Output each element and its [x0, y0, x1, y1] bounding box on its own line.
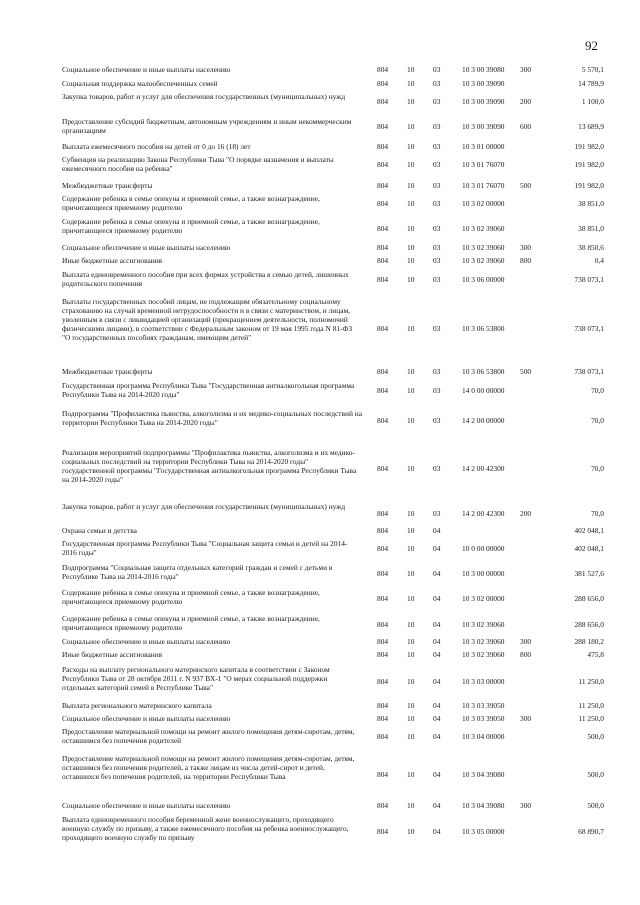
row-code-subsection: 04 — [433, 827, 441, 836]
row-description: Выплаты государственных пособий лицам, не подлежащим обязательному социальному страхованию на случай временной нетрудоспособности и в связи с материнством, и лицам, уволенным в связи с ликвидацией организаций (прекращением деятельности, полномочий физическими лицами), в соответствии с Федеральным законом от 19 мая 1995 года N 81-ФЗ "О государственных пособиях гражданам, имеющим детей" — [62, 297, 353, 342]
row-description: Выплата единовременного пособия беременной жене военнослужащего, проходящего военную службу по призыву, а также ежемесячного пособия на ребенка военнослужащего, проходящего военную службу по призыву — [62, 815, 349, 842]
row-code-ministry: 804 — [377, 801, 389, 810]
row-code-ministry: 804 — [377, 97, 389, 106]
row-code-target: 10 3 02 39060 — [462, 650, 505, 659]
row-description: Межбюджетные трансферты — [62, 181, 153, 190]
row-code-section: 10 — [407, 386, 415, 395]
row-code-expense-type: 300 — [520, 801, 532, 810]
row-amount: 288 180,2 — [574, 637, 604, 646]
row-description: Реализация мероприятий подпрограммы "Профилактика пьянства, алкоголизма и их медико-социальных последствий на территории Республики Тыва на 2014-2020 годы" государственной программы "Государственная антиалкогольная программа Республики Тыва на 2014-2020 годы" — [62, 448, 357, 484]
row-amount: 70,0 — [591, 464, 604, 473]
row-code-target: 10 3 01 76070 — [462, 160, 505, 169]
row-code-section: 10 — [407, 122, 415, 131]
row-code-section: 10 — [407, 594, 415, 603]
row-code-ministry: 804 — [377, 770, 389, 779]
row-description: Подпрограмма "Профилактика пьянства, алкоголизма и их медико-социальных последствий на территории Республики Тыва на 2014-2020 годы" — [62, 409, 363, 427]
row-code-target: 10 3 03 00000 — [462, 677, 505, 686]
row-code-ministry: 804 — [377, 65, 389, 74]
row-code-expense-type: 300 — [520, 65, 532, 74]
row-description: Социальное обеспечение и иные выплаты населению — [62, 65, 231, 74]
row-code-subsection: 03 — [433, 367, 441, 376]
row-code-expense-type: 500 — [520, 181, 532, 190]
row-description: Закупка товаров, работ и услуг для обеспечения государственных (муниципальных) нужд — [62, 92, 346, 101]
row-code-target: 10 3 02 39060 — [462, 256, 505, 265]
row-description: Содержание ребенка в семье опекуна и приемной семье, а также вознаграждение, причитающееся приемному родителю — [62, 588, 320, 606]
row-description: Социальное обеспечение и иные выплаты населению — [62, 714, 231, 723]
row-amount: 402 048,1 — [574, 544, 604, 553]
row-code-target: 14 2 00 00000 — [462, 416, 505, 425]
row-description: Охрана семьи и детства — [62, 526, 137, 535]
row-code-target: 10 3 06 53800 — [462, 324, 505, 333]
row-code-target: 10 3 00 39090 — [462, 79, 505, 88]
row-amount: 738 073,1 — [574, 275, 604, 284]
row-code-expense-type: 500 — [520, 367, 532, 376]
row-code-subsection: 03 — [433, 79, 441, 88]
row-code-subsection: 03 — [433, 181, 441, 190]
row-code-subsection: 04 — [433, 650, 441, 659]
row-code-target: 14 2 00 42300 — [462, 509, 505, 518]
row-code-section: 10 — [407, 637, 415, 646]
row-code-target: 10 3 03 39050 — [462, 701, 505, 710]
row-amount: 191 982,0 — [574, 181, 604, 190]
row-code-subsection: 04 — [433, 677, 441, 686]
row-amount: 738 073,1 — [574, 324, 604, 333]
row-description: Социальное обеспечение и иные выплаты населению — [62, 637, 231, 646]
row-code-ministry: 804 — [377, 324, 389, 333]
row-code-section: 10 — [407, 199, 415, 208]
row-code-ministry: 804 — [377, 256, 389, 265]
row-code-section: 10 — [407, 526, 415, 535]
row-code-subsection: 03 — [433, 142, 441, 151]
row-code-expense-type: 200 — [520, 97, 532, 106]
row-amount: 475,8 — [587, 650, 604, 659]
row-code-ministry: 804 — [377, 386, 389, 395]
row-code-target: 10 3 03 39050 — [462, 714, 505, 723]
row-code-target: 10 3 02 39060 — [462, 243, 505, 252]
row-code-ministry: 804 — [377, 416, 389, 425]
row-code-section: 10 — [407, 416, 415, 425]
row-description: Социальная поддержка малообеспеченных семей — [62, 79, 218, 88]
row-description: Государственная программа Республики Тыва "Социальная защита семьи и детей на 2014-2016 годы" — [62, 539, 348, 557]
row-code-target: 10 3 06 53800 — [462, 367, 505, 376]
row-code-expense-type: 800 — [520, 256, 532, 265]
row-code-subsection: 04 — [433, 732, 441, 741]
row-code-section: 10 — [407, 181, 415, 190]
row-description: Содержание ребенка в семье опекуна и приемной семье, а также вознаграждение, причитающееся приемному родителю — [62, 614, 320, 632]
row-code-section: 10 — [407, 732, 415, 741]
row-code-section: 10 — [407, 701, 415, 710]
row-amount: 191 982,0 — [574, 142, 604, 151]
row-code-subsection: 04 — [433, 594, 441, 603]
row-description: Подпрограмма "Социальная защита отдельных категорий граждан и семей с детьми в Республике Тыва на 2014-2016 годы" — [62, 563, 333, 581]
row-description: Предоставление материальной помощи на ремонт жилого помещения детям-сиротам, детям, оставшимся без попечения родителей — [62, 727, 355, 745]
row-code-target: 10 3 04 39080 — [462, 770, 505, 779]
row-code-ministry: 804 — [377, 650, 389, 659]
row-amount: 38 851,0 — [578, 224, 604, 233]
row-amount: 70,0 — [591, 416, 604, 425]
row-code-target: 10 3 02 39060 — [462, 637, 505, 646]
row-code-ministry: 804 — [377, 243, 389, 252]
row-code-target: 10 3 01 76070 — [462, 181, 505, 190]
row-description: Социальное обеспечение и иные выплаты населению — [62, 243, 231, 252]
row-code-section: 10 — [407, 770, 415, 779]
row-code-target: 10 0 00 00000 — [462, 544, 505, 553]
row-amount: 500,0 — [587, 732, 604, 741]
row-amount: 191 982,0 — [574, 160, 604, 169]
row-code-subsection: 04 — [433, 770, 441, 779]
row-code-target: 10 3 00 39090 — [462, 97, 505, 106]
row-description: Выплата ежемесячного пособия на детей от 0 до 16 (18) лет — [62, 142, 251, 151]
row-code-subsection: 04 — [433, 620, 441, 629]
row-code-section: 10 — [407, 827, 415, 836]
row-description: Межбюджетные трансферты — [62, 367, 153, 376]
row-code-subsection: 04 — [433, 526, 441, 535]
row-code-ministry: 804 — [377, 79, 389, 88]
row-code-section: 10 — [407, 544, 415, 553]
row-description: Иные бюджетные ассигнования — [62, 650, 163, 659]
row-code-ministry: 804 — [377, 275, 389, 284]
row-code-ministry: 804 — [377, 620, 389, 629]
row-code-section: 10 — [407, 142, 415, 151]
row-code-subsection: 04 — [433, 544, 441, 553]
row-code-target: 10 3 06 00000 — [462, 275, 505, 284]
row-amount: 11 250,0 — [578, 714, 604, 723]
row-amount: 38 851,0 — [578, 199, 604, 208]
row-code-target: 10 3 02 00000 — [462, 199, 505, 208]
row-code-ministry: 804 — [377, 181, 389, 190]
row-code-section: 10 — [407, 243, 415, 252]
row-code-expense-type: 300 — [520, 714, 532, 723]
row-code-ministry: 804 — [377, 142, 389, 151]
row-description: Предоставление материальной помощи на ремонт жилого помещения детям-сиротам, детям, оставшимся без попечения родителей, а также лицам из числа детей-сирот и детей, оставшихся без попечения родителей, на территории Республики Тыва — [62, 754, 355, 781]
row-code-subsection: 04 — [433, 637, 441, 646]
row-code-ministry: 804 — [377, 464, 389, 473]
row-code-subsection: 03 — [433, 199, 441, 208]
row-amount: 402 048,1 — [574, 526, 604, 535]
row-amount: 70,0 — [591, 386, 604, 395]
row-amount: 68 890,7 — [578, 827, 604, 836]
row-code-section: 10 — [407, 650, 415, 659]
row-amount: 13 689,9 — [578, 122, 604, 131]
row-description: Содержание ребенка в семье опекуна и приемной семье, а также вознаграждение, причитающееся приемному родителю — [62, 194, 320, 212]
row-code-target: 10 3 04 00000 — [462, 732, 505, 741]
row-code-ministry: 804 — [377, 544, 389, 553]
row-code-target: 10 3 01 00000 — [462, 142, 505, 151]
row-code-section: 10 — [407, 367, 415, 376]
row-amount: 70,0 — [591, 509, 604, 518]
row-code-expense-type: 800 — [520, 650, 532, 659]
row-code-section: 10 — [407, 97, 415, 106]
row-description: Социальное обеспечение и иные выплаты населению — [62, 801, 231, 810]
row-code-subsection: 03 — [433, 256, 441, 265]
row-code-ministry: 804 — [377, 701, 389, 710]
row-code-section: 10 — [407, 324, 415, 333]
row-code-subsection: 03 — [433, 243, 441, 252]
row-code-target: 14 2 00 42300 — [462, 464, 505, 473]
row-code-subsection: 03 — [433, 122, 441, 131]
row-code-expense-type: 200 — [520, 509, 532, 518]
row-code-subsection: 03 — [433, 65, 441, 74]
row-code-target: 10 3 04 39080 — [462, 801, 505, 810]
row-description: Выплата регионального материнского капитала — [62, 701, 212, 710]
row-description: Расходы на выплату регионального материнского капитала в соответствии с Законом Республики Тыва от 28 октября 2011 г. N 937 ВХ-1 "О мерах социальной поддержки отдельных категорий семей в Республике Тыва" — [62, 665, 330, 692]
row-amount: 381 527,6 — [574, 569, 604, 578]
row-code-ministry: 804 — [377, 594, 389, 603]
row-description: Содержание ребенка в семье опекуна и приемной семье, а также вознаграждение, причитающееся приемному родителю — [62, 217, 320, 235]
row-code-section: 10 — [407, 275, 415, 284]
row-amount: 288 656,0 — [574, 620, 604, 629]
row-code-subsection: 03 — [433, 97, 441, 106]
row-code-target: 10 3 05 00000 — [462, 827, 505, 836]
row-code-subsection: 03 — [433, 416, 441, 425]
row-description: Иные бюджетные ассигнования — [62, 256, 163, 265]
row-code-section: 10 — [407, 509, 415, 518]
row-amount: 11 250,0 — [578, 677, 604, 686]
row-code-target: 10 3 00 39080 — [462, 65, 505, 74]
row-amount: 288 656,0 — [574, 594, 604, 603]
row-code-subsection: 03 — [433, 386, 441, 395]
row-amount: 5 570,1 — [581, 65, 604, 74]
row-code-target: 10 3 02 39060 — [462, 620, 505, 629]
row-code-section: 10 — [407, 160, 415, 169]
row-code-section: 10 — [407, 801, 415, 810]
row-code-ministry: 804 — [377, 677, 389, 686]
row-code-target: 10 3 00 39090 — [462, 122, 505, 131]
row-amount: 0,4 — [594, 256, 604, 265]
row-code-ministry: 804 — [377, 569, 389, 578]
row-code-subsection: 04 — [433, 569, 441, 578]
row-code-target: 10 3 02 00000 — [462, 594, 505, 603]
row-code-section: 10 — [407, 569, 415, 578]
row-code-section: 10 — [407, 224, 415, 233]
row-code-expense-type: 300 — [520, 243, 532, 252]
row-code-expense-type: 600 — [520, 122, 532, 131]
row-code-subsection: 04 — [433, 701, 441, 710]
row-code-subsection: 03 — [433, 275, 441, 284]
row-code-section: 10 — [407, 79, 415, 88]
row-code-ministry: 804 — [377, 714, 389, 723]
row-description: Государственная программа Республики Тыва "Государственная антиалкогольная программа Республики Тыва на 2014-2020 годы" — [62, 381, 355, 399]
row-amount: 500,0 — [587, 801, 604, 810]
row-code-expense-type: 300 — [520, 637, 532, 646]
row-description: Выплата единовременного пособия при всех формах устройства в семью детей, лишенных родительского попечения — [62, 270, 349, 288]
row-amount: 14 789,9 — [578, 79, 604, 88]
row-code-target: 10 3 02 39060 — [462, 224, 505, 233]
row-description: Закупка товаров, работ и услуг для обеспечения государственных (муниципальных) нужд — [62, 502, 346, 511]
row-code-section: 10 — [407, 620, 415, 629]
row-code-ministry: 804 — [377, 526, 389, 535]
row-code-target: 14 0 00 00000 — [462, 386, 505, 395]
row-code-subsection: 04 — [433, 801, 441, 810]
row-code-ministry: 804 — [377, 367, 389, 376]
row-code-section: 10 — [407, 464, 415, 473]
row-code-ministry: 804 — [377, 122, 389, 131]
row-code-subsection: 03 — [433, 160, 441, 169]
row-code-subsection: 03 — [433, 509, 441, 518]
row-code-subsection: 04 — [433, 714, 441, 723]
page-number: 92 — [585, 38, 598, 53]
row-code-ministry: 804 — [377, 637, 389, 646]
row-amount: 11 250,0 — [578, 701, 604, 710]
row-code-ministry: 804 — [377, 199, 389, 208]
row-code-section: 10 — [407, 256, 415, 265]
row-amount: 1 100,0 — [581, 97, 604, 106]
row-code-ministry: 804 — [377, 224, 389, 233]
row-amount: 500,0 — [587, 770, 604, 779]
row-code-section: 10 — [407, 714, 415, 723]
row-code-ministry: 804 — [377, 732, 389, 741]
row-code-ministry: 804 — [377, 160, 389, 169]
row-description: Субвенция на реализацию Закона Республики Тыва "О порядке назначения и выплаты ежемесячного пособия на ребенка" — [62, 155, 334, 173]
row-code-subsection: 03 — [433, 324, 441, 333]
row-code-subsection: 03 — [433, 464, 441, 473]
row-code-ministry: 804 — [377, 827, 389, 836]
row-code-ministry: 804 — [377, 509, 389, 518]
row-code-section: 10 — [407, 65, 415, 74]
row-code-section: 10 — [407, 677, 415, 686]
row-amount: 738 073,1 — [574, 367, 604, 376]
row-code-subsection: 03 — [433, 224, 441, 233]
row-code-target: 10 3 00 00000 — [462, 569, 505, 578]
row-description: Предоставление субсидий бюджетным, автономным учреждениям и иным некоммерческим организациям — [62, 117, 352, 135]
row-amount: 38 850,6 — [578, 243, 604, 252]
